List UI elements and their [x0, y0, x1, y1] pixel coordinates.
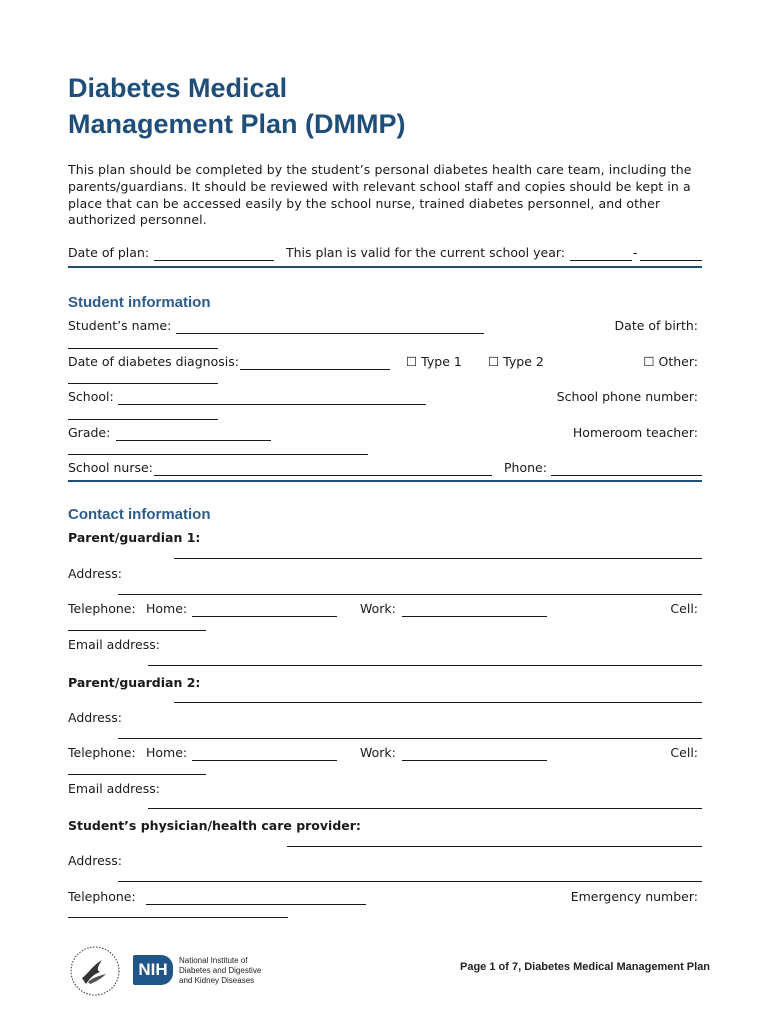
- physician-telephone-label: Telephone:: [68, 889, 136, 904]
- homeroom-label: Homeroom teacher:: [572, 425, 698, 440]
- parent2-cell-field[interactable]: [68, 774, 206, 775]
- parent2-email-row: [68, 780, 702, 798]
- parent2-home-label: Home:: [146, 745, 188, 760]
- grade-row: [68, 424, 702, 442]
- date-of-plan-row: [68, 244, 702, 262]
- parent2-row: [68, 674, 702, 692]
- parent2-email-field[interactable]: [148, 808, 702, 809]
- diagnosis-label: Date of diabetes diagnosis:: [68, 354, 239, 369]
- grade-field[interactable]: [116, 440, 271, 441]
- parent2-email-label: Email address:: [68, 781, 160, 796]
- parent1-name-field[interactable]: [174, 558, 702, 559]
- student-name-row: [68, 317, 702, 335]
- parent1-address-label: Address:: [68, 566, 122, 581]
- title-line-2: Management Plan (DMMP): [68, 109, 406, 139]
- nih-logo: NIH: [133, 955, 173, 985]
- other-type-field[interactable]: [68, 383, 218, 384]
- parent2-telephone-label: Telephone:: [68, 745, 136, 760]
- section-rule-top: [68, 266, 702, 268]
- parent1-home-label: Home:: [146, 601, 188, 616]
- school-label: School:: [68, 389, 114, 404]
- student-name-field[interactable]: [176, 333, 484, 334]
- parent2-address-label: Address:: [68, 710, 122, 725]
- contact-info-heading: Contact information: [68, 506, 211, 523]
- parent1-address-field[interactable]: [118, 594, 702, 595]
- nurse-field[interactable]: [154, 475, 492, 476]
- nih-name-line-2: Diabetes and Digestive: [179, 966, 262, 975]
- grade-label: Grade:: [68, 425, 111, 440]
- date-of-plan-field[interactable]: [154, 260, 274, 261]
- parent2-home-field[interactable]: [192, 760, 337, 761]
- dob-field[interactable]: [68, 348, 218, 349]
- student-info-heading: Student information: [68, 294, 211, 311]
- nurse-phone-field[interactable]: [551, 475, 702, 476]
- diagnosis-date-field[interactable]: [240, 369, 390, 370]
- homeroom-field[interactable]: [68, 454, 368, 455]
- parent1-email-row: [68, 636, 702, 654]
- section-rule-student: [68, 480, 702, 482]
- parent2-label: Parent/guardian 2:: [68, 675, 201, 690]
- parent1-telephone-row: [68, 600, 702, 618]
- parent1-email-label: Email address:: [68, 637, 160, 652]
- other-checkbox[interactable]: ☐ Other:: [643, 354, 698, 369]
- nih-name-line-3: and Kidney Diseases: [179, 976, 255, 985]
- physician-telephone-field[interactable]: [146, 904, 366, 905]
- parent2-telephone-row: [68, 744, 702, 762]
- school-field[interactable]: [118, 404, 426, 405]
- parent2-name-field[interactable]: [174, 702, 702, 703]
- nurse-phone-label: Phone:: [504, 460, 547, 475]
- valid-year-end-field[interactable]: [640, 260, 702, 261]
- nurse-row: [68, 459, 702, 477]
- emergency-number-field[interactable]: [68, 917, 288, 918]
- physician-address-field[interactable]: [118, 881, 702, 882]
- parent1-address-row: [68, 565, 702, 583]
- nih-name-line-1: National Institute of: [179, 956, 248, 965]
- parent1-work-field[interactable]: [402, 616, 547, 617]
- physician-address-label: Address:: [68, 853, 122, 868]
- parent1-work-label: Work:: [360, 601, 396, 616]
- parent2-work-field[interactable]: [402, 760, 547, 761]
- document-title: [68, 70, 688, 142]
- student-name-label: Student’s name:: [68, 318, 172, 333]
- title-line-1: Diabetes Medical: [68, 73, 288, 103]
- parent1-email-field[interactable]: [148, 665, 702, 666]
- parent1-telephone-label: Telephone:: [68, 601, 136, 616]
- hhs-eagle-seal-icon: [68, 944, 122, 998]
- intro-paragraph: This plan should be completed by the student’s personal diabetes health care team, including the parents/guardians. It should be reviewed with relevant school staff and copies should be kept in a place that can be accessed easily by the school nurse, trained diabetes personnel, and other authorized personnel.: [68, 162, 692, 228]
- page-number-footer: Page 1 of 7, Diabetes Medical Management Plan: [460, 961, 711, 973]
- valid-year-start-field[interactable]: [570, 260, 632, 261]
- parent1-cell-field[interactable]: [68, 630, 206, 631]
- school-row: [68, 388, 702, 406]
- type1-checkbox[interactable]: ☐ Type 1: [406, 354, 462, 369]
- date-of-plan-label: Date of plan:: [68, 245, 150, 260]
- parent1-cell-label: Cell:: [670, 601, 698, 616]
- physician-address-row: [68, 852, 702, 870]
- parent2-address-row: [68, 709, 702, 727]
- parent2-cell-label: Cell:: [670, 745, 698, 760]
- emergency-number-label: Emergency number:: [570, 889, 698, 904]
- type2-checkbox[interactable]: ☐ Type 2: [488, 354, 544, 369]
- parent1-home-field[interactable]: [192, 616, 337, 617]
- parent1-row: [68, 529, 702, 547]
- nurse-label: School nurse:: [68, 460, 153, 475]
- parent2-work-label: Work:: [360, 745, 396, 760]
- physician-telephone-row: [68, 888, 702, 906]
- physician-row: [68, 817, 702, 835]
- valid-label: This plan is valid for the current school year:: [286, 245, 565, 260]
- parent1-label: Parent/guardian 1:: [68, 530, 201, 545]
- parent2-address-field[interactable]: [118, 738, 702, 739]
- school-phone-field[interactable]: [68, 419, 218, 420]
- school-phone-label: School phone number:: [556, 389, 698, 404]
- dob-label: Date of birth:: [614, 318, 698, 333]
- valid-dash: -: [633, 245, 638, 260]
- diagnosis-row: [68, 353, 702, 371]
- physician-name-field[interactable]: [287, 846, 702, 847]
- nih-institute-name: [179, 956, 261, 986]
- physician-label: Student’s physician/health care provider:: [68, 818, 361, 833]
